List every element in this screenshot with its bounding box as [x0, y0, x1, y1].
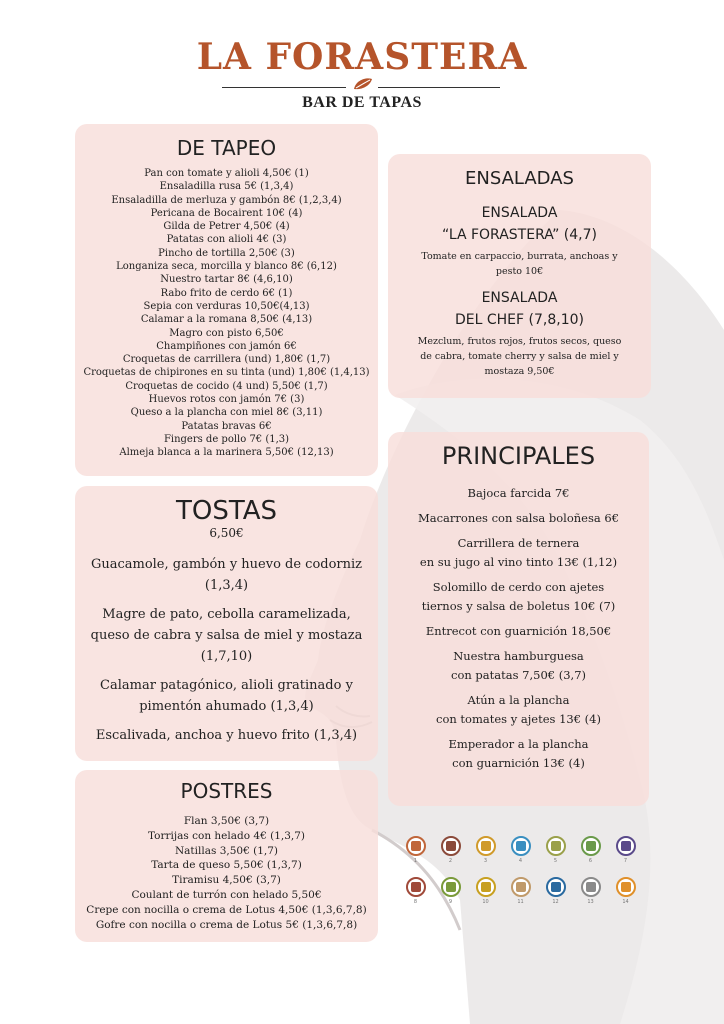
- principal-item-line: tiernos y salsa de boletus 10€ (7): [421, 599, 616, 613]
- tapeo-item: Ensaladilla de merluza y gambón 8€ (1,2,3,4): [111, 194, 342, 206]
- allergen-badge: [616, 877, 636, 897]
- postres-item: Gofre con nocilla o crema de Lotus 5€ (1,3,6,7,8): [95, 918, 358, 931]
- allergen-badge: [581, 877, 601, 897]
- postres-list: [75, 814, 378, 932]
- postres-item: Tiramisu 4,50€ (3,7): [172, 874, 281, 887]
- tapeo-item: Croquetas de carrillera (und) 1,80€ (1,7): [122, 354, 331, 366]
- ensalada-description-line: Tomate en carpaccio, burrata, anchoas y: [421, 251, 618, 262]
- tostas-section: [75, 486, 378, 761]
- tapeo-item: Croquetas de chipirones en su tinta (und) 1,80€ (1,4,13): [83, 367, 370, 379]
- allergen-symbol: [481, 882, 491, 892]
- tosta-item-line: pimentón ahumado (1,3,4): [139, 699, 314, 714]
- tapeo-item: Magro con pisto 6,50€: [169, 327, 284, 339]
- allergen-badge: [406, 877, 426, 897]
- allergen-icon: [580, 877, 601, 905]
- allergen-icon: [405, 877, 426, 905]
- ensalada-description-line: Mezclum, frutos rojos, frutos secos, queso: [417, 336, 622, 347]
- tosta-item-line: (1,7,10): [200, 649, 253, 664]
- postres-section: [75, 770, 378, 942]
- allergen-symbol: [446, 841, 456, 851]
- postres-item: Natillas 3,50€ (1,7): [174, 844, 279, 857]
- allergen-number: 14: [622, 899, 629, 905]
- allergen-symbol: [516, 882, 526, 892]
- tosta-item-line: Escalivada, anchoa y huevo frito (1,3,4): [95, 728, 358, 743]
- principales-list: [388, 484, 649, 779]
- allergen-symbol: [586, 841, 596, 851]
- tapeo-title: DE TAPEO: [176, 136, 277, 160]
- allergen-badge: [441, 877, 461, 897]
- allergen-icon: [510, 836, 531, 864]
- tapeo-item: Gilda de Petrer 4,50€ (4): [163, 221, 290, 233]
- allergen-number: 12: [552, 899, 559, 905]
- principal-item-line: Bajoca farcida 7€: [467, 486, 570, 500]
- postres-item: Crepe con nocilla o crema de Lotus 4,50€ (1,3,6,7,8): [86, 903, 367, 916]
- allergen-icon: [440, 877, 461, 905]
- tostas-price: 6,50€: [209, 526, 244, 540]
- principal-item: [388, 622, 649, 641]
- ensalada-item: [388, 202, 651, 279]
- allergen-icon: [440, 836, 461, 864]
- tapeo-item: Pericana de Bocairent 10€ (4): [150, 207, 303, 219]
- tapeo-item: Patatas bravas 6€: [181, 420, 272, 432]
- tosta-item: [75, 604, 378, 667]
- principal-item: [388, 509, 649, 528]
- allergen-symbol: [481, 841, 491, 851]
- allergen-symbol: [411, 841, 421, 851]
- tostas-title: TOSTAS: [175, 496, 277, 526]
- allergen-badge: [441, 836, 461, 856]
- allergen-legend-row-2: [405, 877, 636, 905]
- allergen-icon: [615, 877, 636, 905]
- header-rule-right: [378, 87, 500, 88]
- tapeo-item: Pan con tomate y alioli 4,50€ (1): [144, 168, 309, 179]
- allergen-number: 9: [448, 899, 453, 905]
- ensalada-name: “LA FORASTERA” (4,7): [442, 227, 597, 243]
- tapeo-item: Calamar a la romana 8,50€ (4,13): [140, 314, 313, 326]
- allergen-icon: [545, 836, 566, 864]
- ensalada-description-line: mostaza 9,50€: [484, 366, 555, 377]
- ensaladas-title: ENSALADAS: [465, 168, 574, 189]
- allergen-legend-row-1: [405, 836, 636, 864]
- principal-item-line: con patatas 7,50€ (3,7): [451, 668, 586, 682]
- allergen-number: 7: [623, 858, 628, 864]
- allergen-badge: [476, 877, 496, 897]
- tosta-item-line: Calamar patagónico, alioli gratinado y: [100, 678, 353, 693]
- principal-item: [388, 534, 649, 572]
- principal-item-line: Macarrones con salsa boloñesa 6€: [417, 511, 620, 525]
- tosta-item-line: Guacamole, gambón y huevo de codorniz: [90, 557, 363, 572]
- ensalada-name: DEL CHEF (7,8,10): [455, 312, 584, 328]
- postres-item: Coulant de turrón con helado 5,50€: [131, 888, 322, 901]
- principal-item-line: en su jugo al vino tinto 13€ (1,12): [419, 555, 618, 569]
- principal-item-line: Nuestra hamburguesa: [453, 649, 584, 663]
- principal-item: [388, 735, 649, 773]
- postres-item: Flan 3,50€ (3,7): [183, 815, 270, 827]
- allergen-symbol: [621, 841, 631, 851]
- allergen-symbol: [446, 882, 456, 892]
- postres-item: Tarta de queso 5,50€ (1,3,7): [151, 859, 302, 872]
- allergen-badge: [581, 836, 601, 856]
- tosta-item: [75, 725, 378, 746]
- tostas-list: [75, 554, 378, 754]
- allergen-badge: [616, 836, 636, 856]
- restaurant-subtitle: BAR DE TAPAS: [302, 94, 422, 111]
- allergen-icon: [475, 836, 496, 864]
- ensaladas-list: [388, 202, 651, 387]
- allergen-icon: [475, 877, 496, 905]
- principales-section: [388, 432, 649, 806]
- tosta-item: [75, 554, 378, 596]
- allergen-number: 1: [413, 858, 418, 864]
- tapeo-item: Champiñones con jamón 6€: [156, 340, 297, 352]
- tapeo-section: [75, 124, 378, 476]
- principal-item-line: con guarnición 13€ (4): [452, 756, 585, 770]
- principal-item-line: Atún a la plancha: [467, 693, 570, 707]
- allergen-icon: [545, 877, 566, 905]
- allergen-badge: [476, 836, 496, 856]
- allergen-symbol: [551, 882, 561, 892]
- allergen-icon: [510, 877, 531, 905]
- principal-item-line: Emperador a la plancha: [448, 737, 589, 751]
- principal-item: [388, 484, 649, 503]
- principal-item-line: con tomates y ajetes 13€ (4): [436, 712, 601, 726]
- allergen-number: 13: [587, 899, 594, 905]
- ensaladas-section: [388, 154, 651, 398]
- allergen-number: 4: [518, 858, 523, 864]
- tapeo-item: Croquetas de cocido (4 und) 5,50€ (1,7): [125, 380, 328, 392]
- allergen-symbol: [586, 882, 596, 892]
- tapeo-item: Queso a la plancha con miel 8€ (3,11): [130, 407, 323, 419]
- allergen-number: 6: [588, 858, 593, 864]
- principal-item: [388, 578, 649, 616]
- tapeo-item: Nuestro tartar 8€ (4,6,10): [160, 274, 293, 286]
- postres-title: POSTRES: [180, 779, 273, 803]
- principal-item: [388, 691, 649, 729]
- allergen-badge: [406, 836, 426, 856]
- allergen-number: 2: [448, 858, 453, 864]
- principal-item: [388, 647, 649, 685]
- tapeo-list: [75, 167, 378, 460]
- tosta-item-line: queso de cabra y salsa de miel y mostaza: [90, 628, 363, 643]
- principales-title: PRINCIPALES: [441, 442, 596, 470]
- tapeo-item: Rabo frito de cerdo 6€ (1): [160, 287, 293, 299]
- principal-item-line: Entrecot con guarnición 18,50€: [425, 624, 612, 638]
- restaurant-name: LA FORASTERA: [196, 36, 528, 78]
- allergen-symbol: [551, 841, 561, 851]
- tosta-item: [75, 675, 378, 717]
- tapeo-item: Longaniza seca, morcilla y blanco 8€ (6,12): [116, 261, 337, 273]
- allergen-badge: [546, 877, 566, 897]
- principal-item-line: Solomillo de cerdo con ajetes: [432, 580, 605, 594]
- postres-item: Torrijas con helado 4€ (1,3,7): [147, 829, 306, 842]
- tapeo-item: Huevos rotos con jamón 7€ (3): [148, 394, 305, 406]
- tosta-item-line: (1,3,4): [204, 578, 249, 593]
- allergen-badge: [511, 877, 531, 897]
- allergen-number: 3: [483, 858, 488, 864]
- allergen-icon: [615, 836, 636, 864]
- tapeo-item: Pincho de tortilla 2,50€ (3): [158, 247, 295, 259]
- tosta-item-line: Magre de pato, cebolla caramelizada,: [102, 607, 351, 622]
- leaf-logo-icon: [352, 76, 374, 92]
- allergen-icon: [405, 836, 426, 864]
- ensalada-name: ENSALADA: [481, 205, 558, 221]
- header-rule-left: [222, 87, 346, 88]
- allergen-number: 11: [517, 899, 524, 905]
- tapeo-item: Fingers de pollo 7€ (1,3): [163, 433, 290, 445]
- principal-item-line: Carrillera de ternera: [457, 536, 580, 550]
- ensalada-name: ENSALADA: [481, 290, 558, 306]
- tapeo-item: Sepia con verduras 10,50€(4,13): [143, 300, 310, 312]
- tapeo-item: Almeja blanca a la marinera 5,50€ (12,13): [119, 447, 334, 459]
- ensalada-description: [388, 249, 651, 279]
- allergen-symbol: [621, 882, 631, 892]
- allergen-icon: [580, 836, 601, 864]
- allergen-symbol: [516, 841, 526, 851]
- allergen-number: 8: [413, 899, 418, 905]
- tapeo-item: Patatas con alioli 4€ (3): [166, 234, 287, 246]
- allergen-number: 5: [553, 858, 558, 864]
- ensalada-description-line: de cabra, tomate cherry y salsa de miel y: [420, 351, 619, 362]
- allergen-badge: [546, 836, 566, 856]
- allergen-number: 10: [482, 899, 489, 905]
- ensalada-item: [388, 287, 651, 379]
- allergen-symbol: [411, 882, 421, 892]
- allergen-badge: [511, 836, 531, 856]
- tapeo-item: Ensaladilla rusa 5€ (1,3,4): [159, 181, 294, 193]
- ensalada-description-line: pesto 10€: [495, 266, 544, 277]
- ensalada-description: [388, 334, 651, 379]
